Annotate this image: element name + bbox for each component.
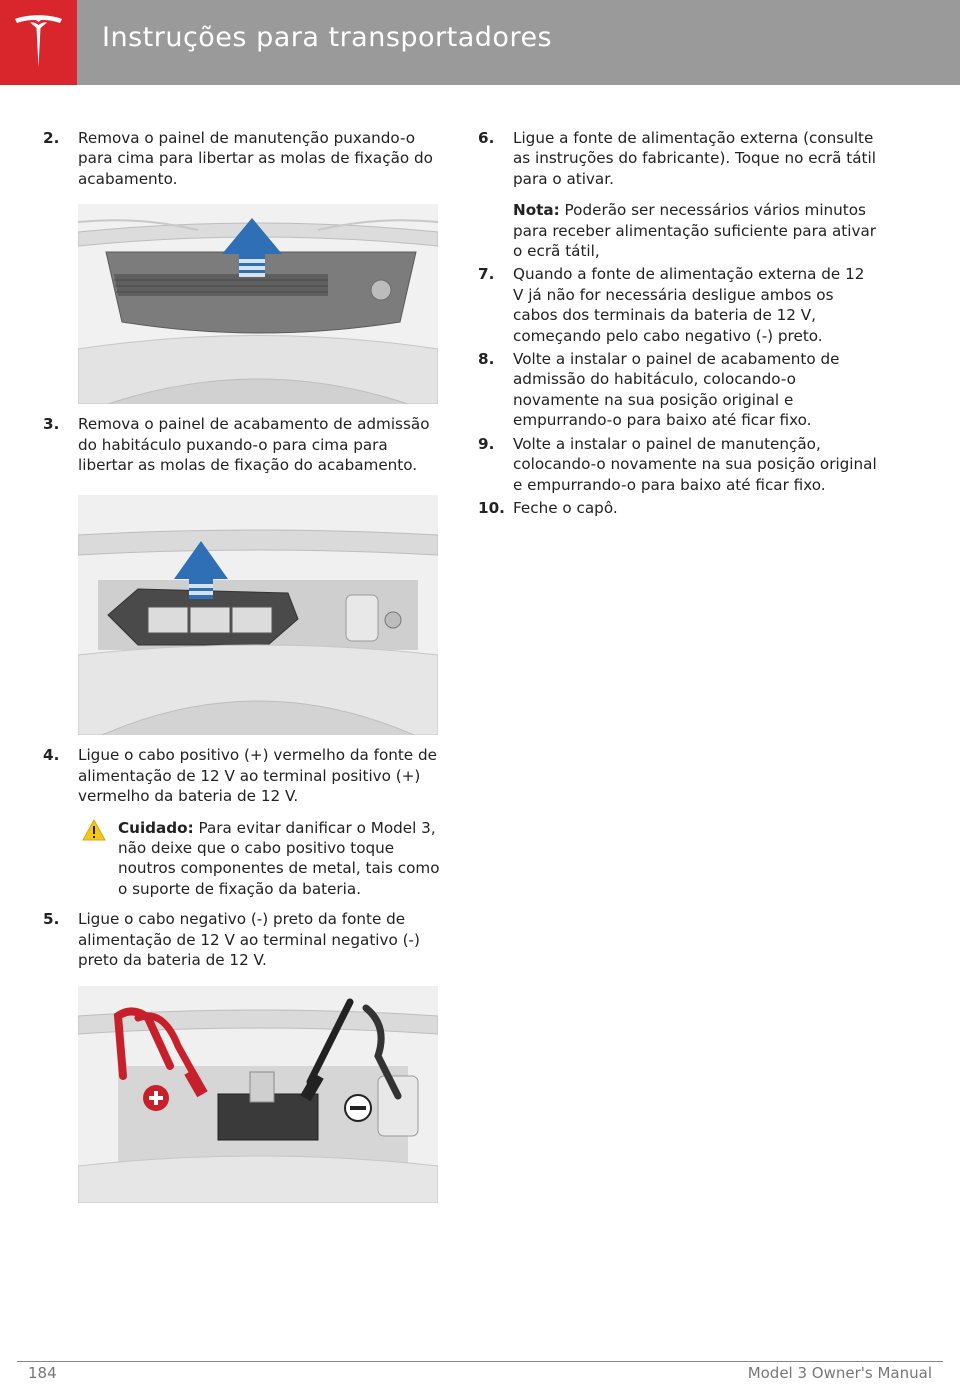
note-label: Nota: bbox=[513, 201, 560, 220]
tesla-logo-icon bbox=[13, 13, 64, 69]
step-number: 3. bbox=[43, 415, 60, 434]
caution-label: Cuidado: bbox=[118, 818, 194, 837]
step-3 bbox=[43, 414, 443, 475]
step-number: 4. bbox=[43, 746, 60, 765]
step-text: Quando a fonte de alimentação externa de 12 V já não for necessária desligue ambos os cabos dos terminais da bateria de 12 V, começando pelo cabo negativo (-) preto. bbox=[513, 265, 865, 345]
step-number: 8. bbox=[478, 350, 495, 369]
caution-text: Para evitar danificar o Model 3, não deixe que o cabo positivo toque noutros componentes de metal, tais como o suporte de fixação da bateria. bbox=[118, 818, 440, 898]
step-number: 2. bbox=[43, 129, 60, 147]
step-number: 5. bbox=[43, 910, 60, 929]
step-text: Ligue a fonte de alimentação externa (consulte as instruções do fabricante). Toque no ecrã tátil para o ativar. bbox=[513, 129, 876, 188]
step-text: Volte a instalar o painel de manutenção, colocando-o novamente na sua posição original e empurrando-o para baixo até ficar fixo. bbox=[513, 434, 877, 494]
page-number: 184 bbox=[28, 1364, 57, 1382]
step-4 bbox=[43, 745, 443, 806]
step-number: 7. bbox=[478, 265, 495, 284]
figure-cabin-intake-panel bbox=[78, 495, 438, 735]
step-8 bbox=[478, 349, 878, 431]
step-7 bbox=[478, 264, 878, 346]
caution-callout bbox=[78, 818, 443, 900]
figure-service-panel bbox=[78, 204, 438, 404]
step-number: 10. bbox=[478, 498, 505, 517]
figure-jump-cables bbox=[78, 986, 438, 1203]
manual-title: Model 3 Owner's Manual bbox=[747, 1364, 932, 1382]
step-5 bbox=[43, 909, 443, 970]
step-text: Feche o capô. bbox=[513, 498, 618, 517]
step-text: Volte a instalar o painel de acabamento de admissão do habitáculo, colocando-o novamente na sua posição original e empurrando-o para baixo até ficar fixo. bbox=[513, 350, 840, 430]
step-number: 9. bbox=[478, 434, 495, 453]
step-text: Ligue o cabo negativo (-) preto da fonte de alimentação de 12 V ao terminal negativo (-) preto da bateria de 12 V. bbox=[78, 910, 420, 970]
page-title: Instruções para transportadores bbox=[102, 22, 553, 53]
step-9 bbox=[478, 434, 878, 495]
note-text: Poderão ser necessários vários minutos para receber alimentação suficiente para ativar o ecrã tátil, bbox=[513, 201, 876, 261]
step-text: Remova o painel de manutenção puxando-o para cima para libertar as molas de fixação do acabamento. bbox=[78, 129, 433, 188]
left-column bbox=[43, 128, 443, 1203]
note-callout bbox=[513, 200, 878, 261]
step-2 bbox=[43, 128, 443, 189]
warning-triangle-icon bbox=[82, 819, 106, 841]
step-text: Remova o painel de acabamento de admissão do habitáculo puxando-o para cima para libertar as molas de fixação do acabamento. bbox=[78, 415, 430, 475]
page-header bbox=[0, 0, 960, 85]
step-6 bbox=[478, 128, 878, 189]
step-text: Ligue o cabo positivo (+) vermelho da fonte de alimentação de 12 V ao terminal positivo (+) vermelho da bateria de 12 V. bbox=[78, 746, 437, 806]
brand-logo-box bbox=[0, 0, 77, 85]
right-column bbox=[478, 128, 878, 518]
footer-divider bbox=[17, 1361, 943, 1362]
step-10 bbox=[478, 498, 878, 518]
step-number: 6. bbox=[478, 129, 495, 147]
